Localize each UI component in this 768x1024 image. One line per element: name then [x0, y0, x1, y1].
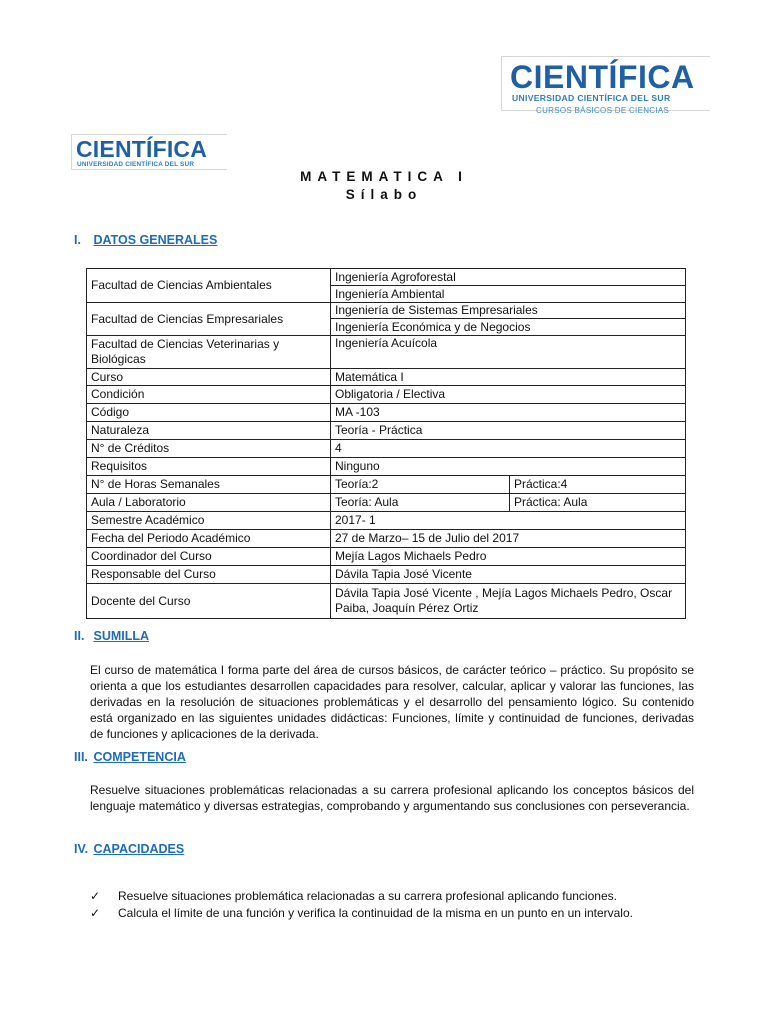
cell-value: Ingeniería Acuícola: [331, 336, 686, 369]
row-label-docente: Docente del Curso: [87, 584, 331, 619]
section-heading-datos-generales: [74, 233, 217, 247]
list-item-text: Resuelve situaciones problemática relacionadas a su carrera profesional aplicando funciones.: [118, 889, 617, 903]
cell-value: Mejía Lagos Michaels Pedro: [331, 548, 686, 566]
cell-value: Ingeniería Ambiental: [331, 286, 686, 303]
cell-value: Ingeniería de Sistemas Empresariales: [331, 303, 686, 319]
section-number: IV.: [74, 842, 89, 856]
check-icon: ✓: [90, 889, 101, 903]
capacidades-list: [90, 888, 694, 922]
cell-practica: Práctica: Aula: [510, 494, 686, 512]
row-label-curso: Curso: [87, 369, 331, 386]
cell-value: Matemática I: [331, 369, 686, 386]
cell-value: MA -103: [331, 404, 686, 422]
section-heading-competencia: [74, 750, 186, 764]
row-label-fac-veterinarias: Facultad de Ciencias Veterinarias y Biológicas: [87, 336, 331, 369]
inline-logo: [71, 134, 227, 170]
row-label-fac-empresariales: Facultad de Ciencias Empresariales: [87, 303, 331, 336]
section-number: II.: [74, 629, 85, 643]
list-item: [90, 888, 694, 905]
document-subtitle: Sílabo: [345, 187, 423, 202]
section-heading-sumilla: [74, 629, 149, 643]
row-label-fac-ambientales: Facultad de Ciencias Ambientales: [87, 269, 331, 303]
section-heading-capacidades: [74, 842, 184, 856]
cell-value: Ingeniería Agroforestal: [331, 269, 686, 286]
section-number: III.: [74, 750, 88, 764]
cell-value: Dávila Tapia José Vicente: [331, 566, 686, 584]
row-label-semestre: Semestre Académico: [87, 512, 331, 530]
cell-practica: Práctica:4: [510, 476, 686, 494]
cell-value: Dávila Tapia José Vicente , Mejía Lagos Michaels Pedro, Oscar Paiba, Joaquín Pérez Ortiz: [331, 584, 686, 619]
cell-value: Ingeniería Económica y de Negocios: [331, 319, 686, 336]
section-label: COMPETENCIA: [93, 750, 186, 764]
cell-value: Ninguno: [331, 458, 686, 476]
check-icon: ✓: [90, 906, 101, 920]
cell-value: Obligatoria / Electiva: [331, 386, 686, 404]
sumilla-paragraph: El curso de matemática I forma parte del área de cursos básicos, de carácter teórico – práctico. Su propósito se orienta a que los estudiantes desarrollen capacidades para resolver, calcular, aplicar y valorar las funciones, las derivadas en la resolución de situaciones problemáticas y el desarrollo del pensamiento lógico. Su contenido está organizado en las siguientes unidades didácticas: Funciones, límite y continuidad de funciones, derivadas de funciones y aplicaciones de la derivada.: [90, 663, 694, 741]
row-label-horas: N° de Horas Semanales: [87, 476, 331, 494]
inline-logo-wordmark: CIENTÍFICA: [76, 136, 208, 162]
document-title: MATEMATICA I: [300, 169, 468, 184]
list-item: [90, 905, 694, 922]
list-item-text: Calcula el límite de una función y verifica la continuidad de la misma en un punto en un intervalo.: [118, 906, 633, 920]
cell-value: 2017- 1: [331, 512, 686, 530]
cell-teoria: Teoría:2: [331, 476, 510, 494]
row-label-codigo: Código: [87, 404, 331, 422]
cell-value: Teoría - Práctica: [331, 422, 686, 440]
row-label-condicion: Condición: [87, 386, 331, 404]
general-data-table: [86, 268, 686, 619]
section-label: CAPACIDADES: [93, 842, 185, 856]
row-label-requisitos: Requisitos: [87, 458, 331, 476]
header-logo: [501, 56, 710, 115]
row-label-periodo: Fecha del Periodo Académico: [87, 530, 331, 548]
section-label: SUMILLA: [93, 629, 150, 643]
row-label-coordinador: Coordinador del Curso: [87, 548, 331, 566]
cell-teoria: Teoría: Aula: [331, 494, 510, 512]
row-label-naturaleza: Naturaleza: [87, 422, 331, 440]
header-logo-wordmark: CIENTÍFICA: [510, 59, 695, 95]
cell-value: 4: [331, 440, 686, 458]
section-label: DATOS GENERALES: [93, 233, 218, 247]
cell-value: 27 de Marzo– 15 de Julio del 2017: [331, 530, 686, 548]
row-label-aula: Aula / Laboratorio: [87, 494, 331, 512]
inline-logo-university: UNIVERSIDAD CIENTÍFICA DEL SUR: [77, 161, 195, 168]
header-logo-university: UNIVERSIDAD CIENTÍFICA DEL SUR: [512, 93, 671, 103]
header-logo-department: CURSOS BÁSICOS DE CIENCIAS: [536, 106, 670, 115]
section-number: I.: [74, 233, 81, 247]
row-label-creditos: N° de Créditos: [87, 440, 331, 458]
competencia-paragraph: Resuelve situaciones problemáticas relacionadas a su carrera profesional aplicando los conceptos básicos del lenguaje matemático y diversas estrategias, comprobando y argumentando sus conclusiones con perseverancia.: [90, 783, 694, 813]
row-label-responsable: Responsable del Curso: [87, 566, 331, 584]
